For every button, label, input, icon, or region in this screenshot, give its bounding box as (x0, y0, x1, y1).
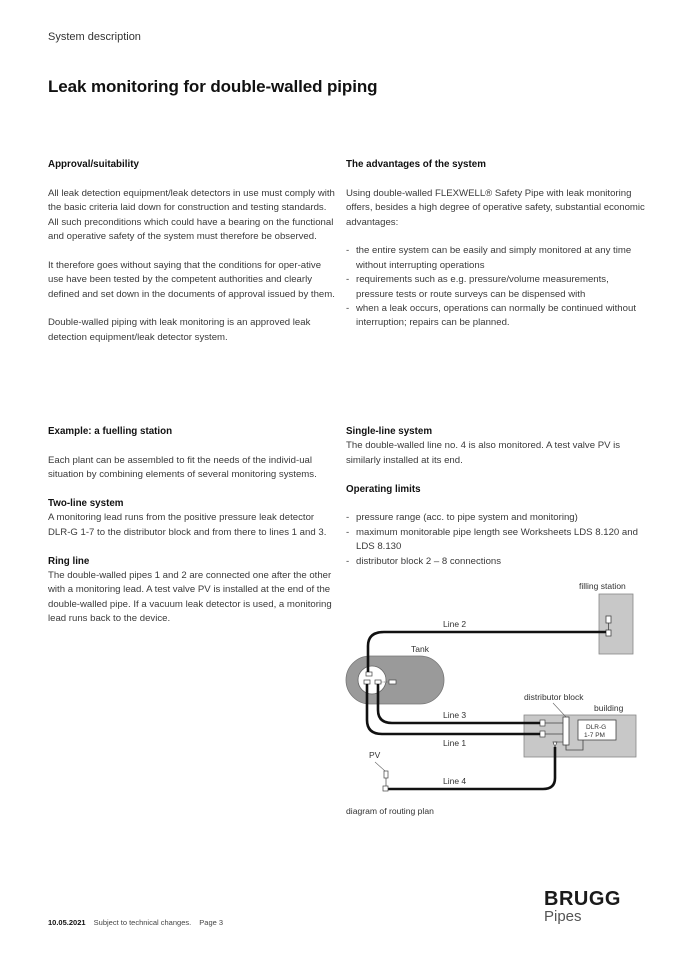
approval-heading: Approval/suitability (48, 159, 139, 170)
list-item: - when a leak occurs, operations can normally be continued without interruption; repairs can be planned. (346, 302, 646, 331)
list-item: - the entire system can be easily and simply monitored at any time without interrupting operations (346, 244, 646, 273)
connector-icon (366, 672, 372, 676)
building-label: building (594, 703, 624, 713)
footer (48, 918, 223, 927)
connector-icon (540, 720, 545, 726)
example-intro: Each plant can be assembled to fit the needs of the individ-ual situation by combining elements of several monitoring systems. (48, 454, 317, 481)
single-line-heading: Single-line system (346, 426, 433, 437)
operating-limits-heading: Operating limits (346, 483, 421, 495)
approval-paragraph: It therefore goes without saying that the conditions for oper-ative use have been tested by the competent authorities and clearly defined and set down in the documents of approval issued by them. (48, 259, 335, 300)
inspection-chamber (358, 666, 386, 694)
brand-name: BRUGG (544, 888, 621, 910)
pv-label: PV (369, 750, 381, 760)
footer-date: 10.05.2021 (48, 918, 86, 927)
section-label: System description (48, 31, 141, 43)
footer-page: Page 3 (199, 918, 224, 927)
two-line-text: A monitoring lead runs from the positive pressure leak detector DLR-G 1-7 to the distributor block and from there to lines 1 and 3. (48, 512, 327, 538)
tank-label: Tank (411, 644, 429, 654)
connector-icon (540, 731, 545, 737)
valve-icon (606, 616, 611, 623)
line-3-label: Line 3 (443, 710, 467, 720)
line-1-label: Line 1 (443, 738, 467, 748)
connector-icon (364, 680, 370, 684)
example-heading: Example: a fuelling station (48, 426, 173, 437)
page-title: Leak monitoring for double-walled piping (48, 77, 378, 96)
line-2-label: Line 2 (443, 619, 467, 629)
connector-icon (606, 630, 611, 636)
approval-paragraph: Double-walled piping with leak monitoring is an approved leak detection equipment/leak detector system. (48, 317, 311, 343)
distributor-block (563, 717, 569, 745)
ring-line-text: The double-walled pipes 1 and 2 are connected one after the other with a monitoring lead. A test valve PV is installed at the end of the double-walled pipe. If a vacuum leak detector is used, a monitoring lead runs back to the device. (48, 570, 332, 625)
detector-label: DLR-G (586, 724, 607, 731)
approval-paragraph: All leak detection equipment/leak detectors in use must comply with the basic criteria laid down for construction and testing standards. All such preconditions which could have a bearing on the functional and operative safety of the system must therefore be observed. (48, 187, 335, 243)
list-item: - maximum monitorable pipe length see Worksheets LDS 8.120 and LDS 8.130 (346, 526, 646, 555)
footer-note: Subject to technical changes. (93, 918, 192, 927)
list-item: - pressure range (acc. to pipe system and monitoring) (346, 511, 646, 525)
advantages-intro: Using double-walled FLEXWELL® Safety Pipe with leak monitoring offers, besides a high degree of operative safety, substantial economic advantages: (346, 187, 645, 228)
diagram-caption: diagram of routing plan (346, 806, 434, 816)
single-line-text: The double-walled line no. 4 is also monitored. A test valve PV is similarly installed at its end. (346, 440, 621, 466)
connector-icon (375, 680, 381, 684)
filling-station-box (599, 594, 633, 654)
ring-line-heading: Ring line (48, 555, 90, 567)
connector-icon (383, 786, 388, 791)
list-item: - requirements such as e.g. pressure/volume measurements, pressure tests or route surveys can be dispensed with (346, 273, 646, 302)
brand-sub: Pipes (544, 908, 582, 925)
distributor-block-label: distributor block (524, 692, 584, 702)
two-line-heading: Two-line system (48, 498, 124, 509)
filling-station-label: filling station (579, 581, 626, 591)
pv-test-valve-icon (384, 771, 388, 778)
line-4-label: Line 4 (443, 776, 467, 786)
test-valve-icon (389, 680, 396, 684)
list-item: - distributor block 2 – 8 connections (346, 555, 646, 569)
detector-model-label: 1-7 PM (584, 732, 605, 739)
advantages-heading: The advantages of the system (346, 159, 486, 170)
brand-logo (544, 889, 621, 925)
